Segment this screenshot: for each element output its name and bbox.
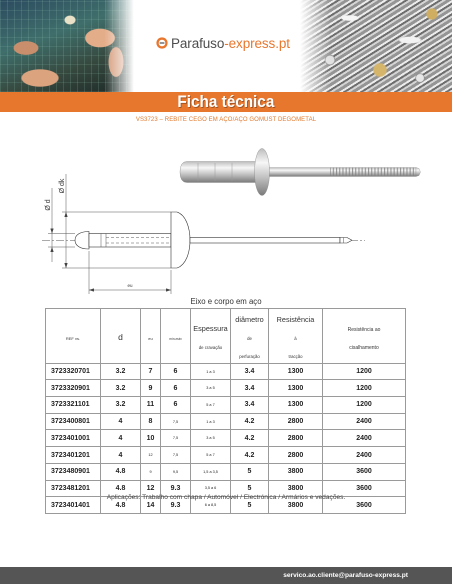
col-header-length (141, 309, 161, 364)
logo-icon-slot (160, 42, 165, 43)
cell-length: 7 (141, 363, 161, 380)
cell-hole: 5 (231, 463, 269, 480)
cell-ref: 3723401201 (46, 447, 101, 464)
dim-d-label: Ø d (45, 199, 52, 211)
cell-d: 3.2 (101, 397, 141, 414)
cell-tensile: 2800 (269, 413, 323, 430)
cell-ref: 3723321101 (46, 397, 101, 414)
cell-d: 4.8 (101, 497, 141, 514)
applications-note: Aplicações: Trabalho com chapa / Automóvel / Electrónica / Armários e vedações. (106, 494, 346, 501)
spec-table-body (46, 363, 406, 513)
cell-hole: 4.2 (231, 413, 269, 430)
col-header-sublabel: de (247, 335, 252, 341)
table-row (46, 397, 406, 414)
cell-hole: 4.2 (231, 447, 269, 464)
table-row (46, 380, 406, 397)
cell-tensile: 3800 (269, 480, 323, 497)
rivet-photo (180, 149, 421, 196)
cell-tensile: 2800 (269, 447, 323, 464)
table-row (46, 430, 406, 447)
cell-shear: 2400 (323, 413, 406, 430)
col-header-sublabel: de cravação (198, 344, 223, 350)
cell-grip: 3 a 5 (191, 430, 231, 447)
cell-shear: 1200 (323, 380, 406, 397)
logo-icon (156, 37, 168, 49)
cell-shear: 3600 (323, 497, 406, 514)
col-header-label: d (118, 331, 123, 342)
cell-length: 9 (141, 380, 161, 397)
cell-d: 4 (101, 447, 141, 464)
cell-grip: 3 a 5 (191, 380, 231, 397)
cell-hole: 5 (231, 480, 269, 497)
cell-shear: 1200 (323, 397, 406, 414)
cell-head: 9,5 (161, 463, 191, 480)
rivet-photo-flange (255, 149, 270, 196)
table-row (46, 413, 406, 430)
cell-d: 3.2 (101, 363, 141, 380)
product-subtitle: VS3723 – REBITE CEGO EM AÇO/AÇO GOMUST DEGOMETAL (135, 117, 317, 123)
drawing-mandrel-head (75, 232, 89, 250)
col-header-label: cisalhamento (349, 344, 379, 351)
cell-head: 7,5 (161, 413, 191, 430)
cell-grip: 3,5 a 6 (191, 480, 231, 497)
material-note: Eixo e corpo em aço (190, 297, 262, 306)
brand-name: Parafuso (171, 35, 225, 51)
cell-hole: 4.2 (231, 430, 269, 447)
cell-head: 6 (161, 363, 191, 380)
cell-grip: 1 a 3 (191, 363, 231, 380)
col-header-label: Espessura (193, 323, 228, 333)
cell-grip: 5 a 7 (191, 397, 231, 414)
table-row (46, 463, 406, 480)
col-header-label: Resistência ao (347, 326, 381, 333)
cell-d: 3.2 (101, 380, 141, 397)
col-header-ref (46, 309, 101, 364)
col-header-tensile (269, 309, 323, 364)
cell-tensile: 1300 (269, 397, 323, 414)
cell-grip: 5 a 7 (191, 447, 231, 464)
spec-table (45, 308, 406, 514)
rivet-photo-body (180, 162, 257, 183)
rivet-photo-mandrel-tip (416, 168, 421, 177)
cell-head: 9.3 (161, 497, 191, 514)
brand-suffix: -express.pt (224, 35, 290, 51)
col-header-label: REF vs. (65, 335, 81, 341)
table-header-row (46, 309, 406, 364)
cell-shear: 3600 (323, 480, 406, 497)
drawing-mandrel (190, 238, 340, 244)
drawing-sleeve (89, 234, 171, 248)
cell-hole: 3.4 (231, 363, 269, 380)
cell-grip: 1 a 3 (191, 413, 231, 430)
col-header-sublabel: tracção (288, 353, 303, 359)
page-title: Ficha técnica (177, 92, 275, 111)
cell-shear: 2400 (323, 447, 406, 464)
col-header-grip (191, 309, 231, 364)
footer-bar (0, 567, 452, 584)
rivet-diagram (0, 140, 452, 296)
col-header-label: Resistência (276, 315, 315, 324)
cell-head: 6 (161, 380, 191, 397)
contact-email-link[interactable]: servico.ao.cliente@parafuso-express.pt (283, 572, 408, 579)
dim-dk-label: Ø dk (59, 178, 66, 194)
cell-d: 4.8 (101, 463, 141, 480)
col-header-label: eu (148, 335, 153, 341)
cell-length: 8 (141, 413, 161, 430)
cell-d: 4 (101, 413, 141, 430)
cell-tensile: 3800 (269, 463, 323, 480)
cell-grip: 6 a 8,5 (191, 497, 231, 514)
table-row (46, 363, 406, 380)
cell-length: 11 (141, 397, 161, 414)
cell-d: 4.8 (101, 480, 141, 497)
col-header-sublabel: perfuração (239, 353, 260, 359)
cell-length: 14 (141, 497, 161, 514)
cell-hole: 3.4 (231, 380, 269, 397)
cell-shear: 1200 (323, 363, 406, 380)
cell-tensile: 3800 (269, 497, 323, 514)
cell-ref: 3723401401 (46, 497, 101, 514)
col-header-hole (231, 309, 269, 364)
brand-logo (156, 34, 290, 52)
rivet-drawing (42, 174, 365, 294)
header-photo-screws (300, 0, 452, 92)
cell-length: 12 (141, 447, 161, 464)
brand-wordmark (171, 36, 290, 51)
title-banner (0, 92, 452, 112)
table-row (46, 447, 406, 464)
cell-head: 9.3 (161, 480, 191, 497)
cell-ref: 3723481201 (46, 480, 101, 497)
drawing-flange (171, 212, 190, 268)
cell-ref: 3723400801 (46, 413, 101, 430)
col-header-d (101, 309, 141, 364)
cell-head: 7,5 (161, 447, 191, 464)
col-header-label: diâmetro (235, 315, 264, 324)
cell-hole: 3.4 (231, 397, 269, 414)
cell-shear: 2400 (323, 430, 406, 447)
header-photo-electronics (0, 0, 134, 92)
col-header-label: mín-máx (169, 336, 182, 341)
drawing-mandrel-tip (340, 238, 352, 244)
cell-length: 10 (141, 430, 161, 447)
cell-ref: 3723480901 (46, 463, 101, 480)
cell-tensile: 2800 (269, 430, 323, 447)
cell-ref: 3723401001 (46, 430, 101, 447)
col-header-head (161, 309, 191, 364)
cell-d: 4 (101, 430, 141, 447)
cell-hole: 5 (231, 497, 269, 514)
cell-ref: 3723320701 (46, 363, 101, 380)
cell-head: 6 (161, 397, 191, 414)
cell-length: 12 (141, 480, 161, 497)
cell-tensile: 1300 (269, 380, 323, 397)
col-header-sublabel: à (294, 335, 297, 341)
cell-tensile: 1300 (269, 363, 323, 380)
cell-ref: 3723320901 (46, 380, 101, 397)
cell-grip: 1,5 a 3,5 (191, 463, 231, 480)
col-header-shear (323, 309, 406, 364)
cell-length: 9 (141, 463, 161, 480)
rivet-photo-mandrel-grooves (330, 168, 414, 177)
cell-head: 7,5 (161, 430, 191, 447)
cell-shear: 3600 (323, 463, 406, 480)
dim-length-label: eu (127, 283, 133, 288)
